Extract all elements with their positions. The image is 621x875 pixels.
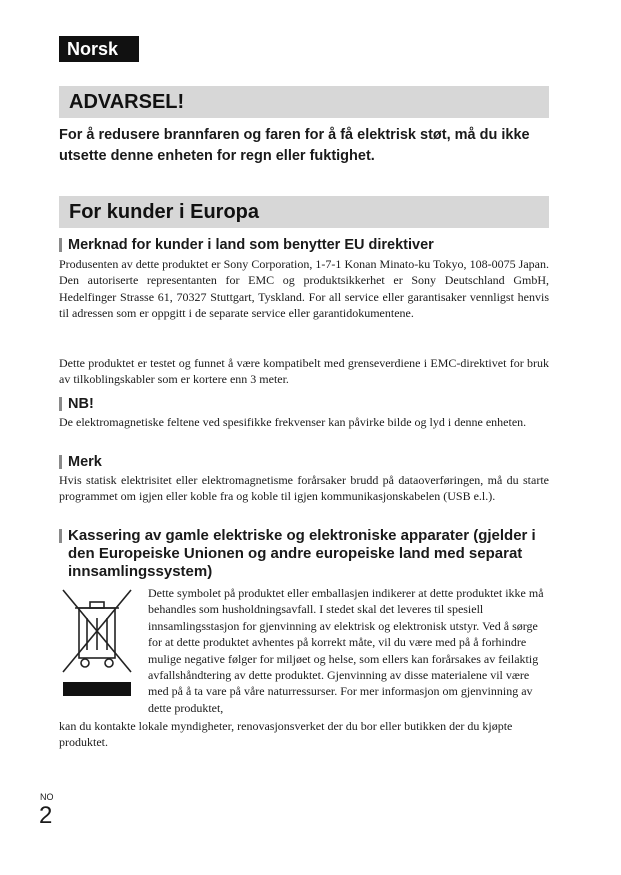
- eu-directive-heading: Merknad for kunder i land som benytter EU direktiver: [59, 236, 549, 254]
- merk-text: Hvis statisk elektrisitet eller elektromagnetisme forårsaker brudd på dataoverføringen, må du starte programmet om igjen eller koble fra og koble til igjen kommunikasjonskabelen (USB e.l.).: [59, 473, 549, 504]
- language-tab: Norsk: [59, 36, 139, 62]
- weee-text: Dette symbolet på produktet eller emballasjen indikerer at dette produktet ikke må behandles som husholdningsavfall. I stedet skal det leveres til spesiell innsamlingsstasjon for gjenvinning av elektrisk og elektronisk utstyr. Ved å sørge for at dette produktet avhentes på korrekt måte, vil du være med på å forhindre mulige negative følger for miljøet og helse, som ellers kan forårsakes av feilaktig avfallshåndtering av dette produktet. Gjenvinning av disse materialene vil være med på å ta vare på våre naturressurser. For mer informasjon om gjenvinning av dette produktet,: [148, 586, 544, 715]
- crossed-out-bin-icon: [59, 586, 135, 698]
- page-number: 2: [39, 802, 53, 829]
- manufacturer-paragraph: Produsenten av dette produktet er Sony Corporation, 1-7-1 Konan Minato-ku Tokyo, 108-0075 Japan. Den autoriserte representanten for EMC og produktsikkerhet er Sony Deutschland GmbH, Hedelfinger Strasse 61, 70327 Stuttgart, Tyskland. For all service eller garantisaker vennligst henvis til adressen som er oppgitt i de separate service eller garantidokumentene.: [59, 257, 549, 321]
- warning-text: For å redusere brannfaren og faren for å få elektrisk støt, må du ikke utsette denne enheten for regn eller fuktighet.: [59, 127, 530, 164]
- europe-heading: For kunder i Europa: [59, 196, 549, 228]
- warning-heading: ADVARSEL!: [59, 86, 549, 118]
- emc-paragraph: Dette produktet er testet og funnet å være kompatibelt med grenseverdiene i EMC-direktivet for bruk av tilkoblingskabler som er kortere enn 3 meter.: [59, 356, 549, 387]
- nb-text: De elektromagnetiske feltene ved spesifikke frekvenser kan påvirke bilde og lyd i denne enheten.: [59, 415, 527, 429]
- merk-heading: Merk: [59, 453, 549, 471]
- weee-heading: Kassering av gamle elektriske og elektroniske apparater (gjelder i den Europeiske Unionen og andre europeiske land med separat innsamlingssystem): [59, 527, 549, 581]
- weee-text-continued: kan du kontakte lokale myndigheter, renovasjonsverket der du bor eller butikken der du kjøpte produktet.: [59, 719, 513, 750]
- language-code: NO: [40, 792, 54, 802]
- nb-heading: NB!: [59, 395, 549, 413]
